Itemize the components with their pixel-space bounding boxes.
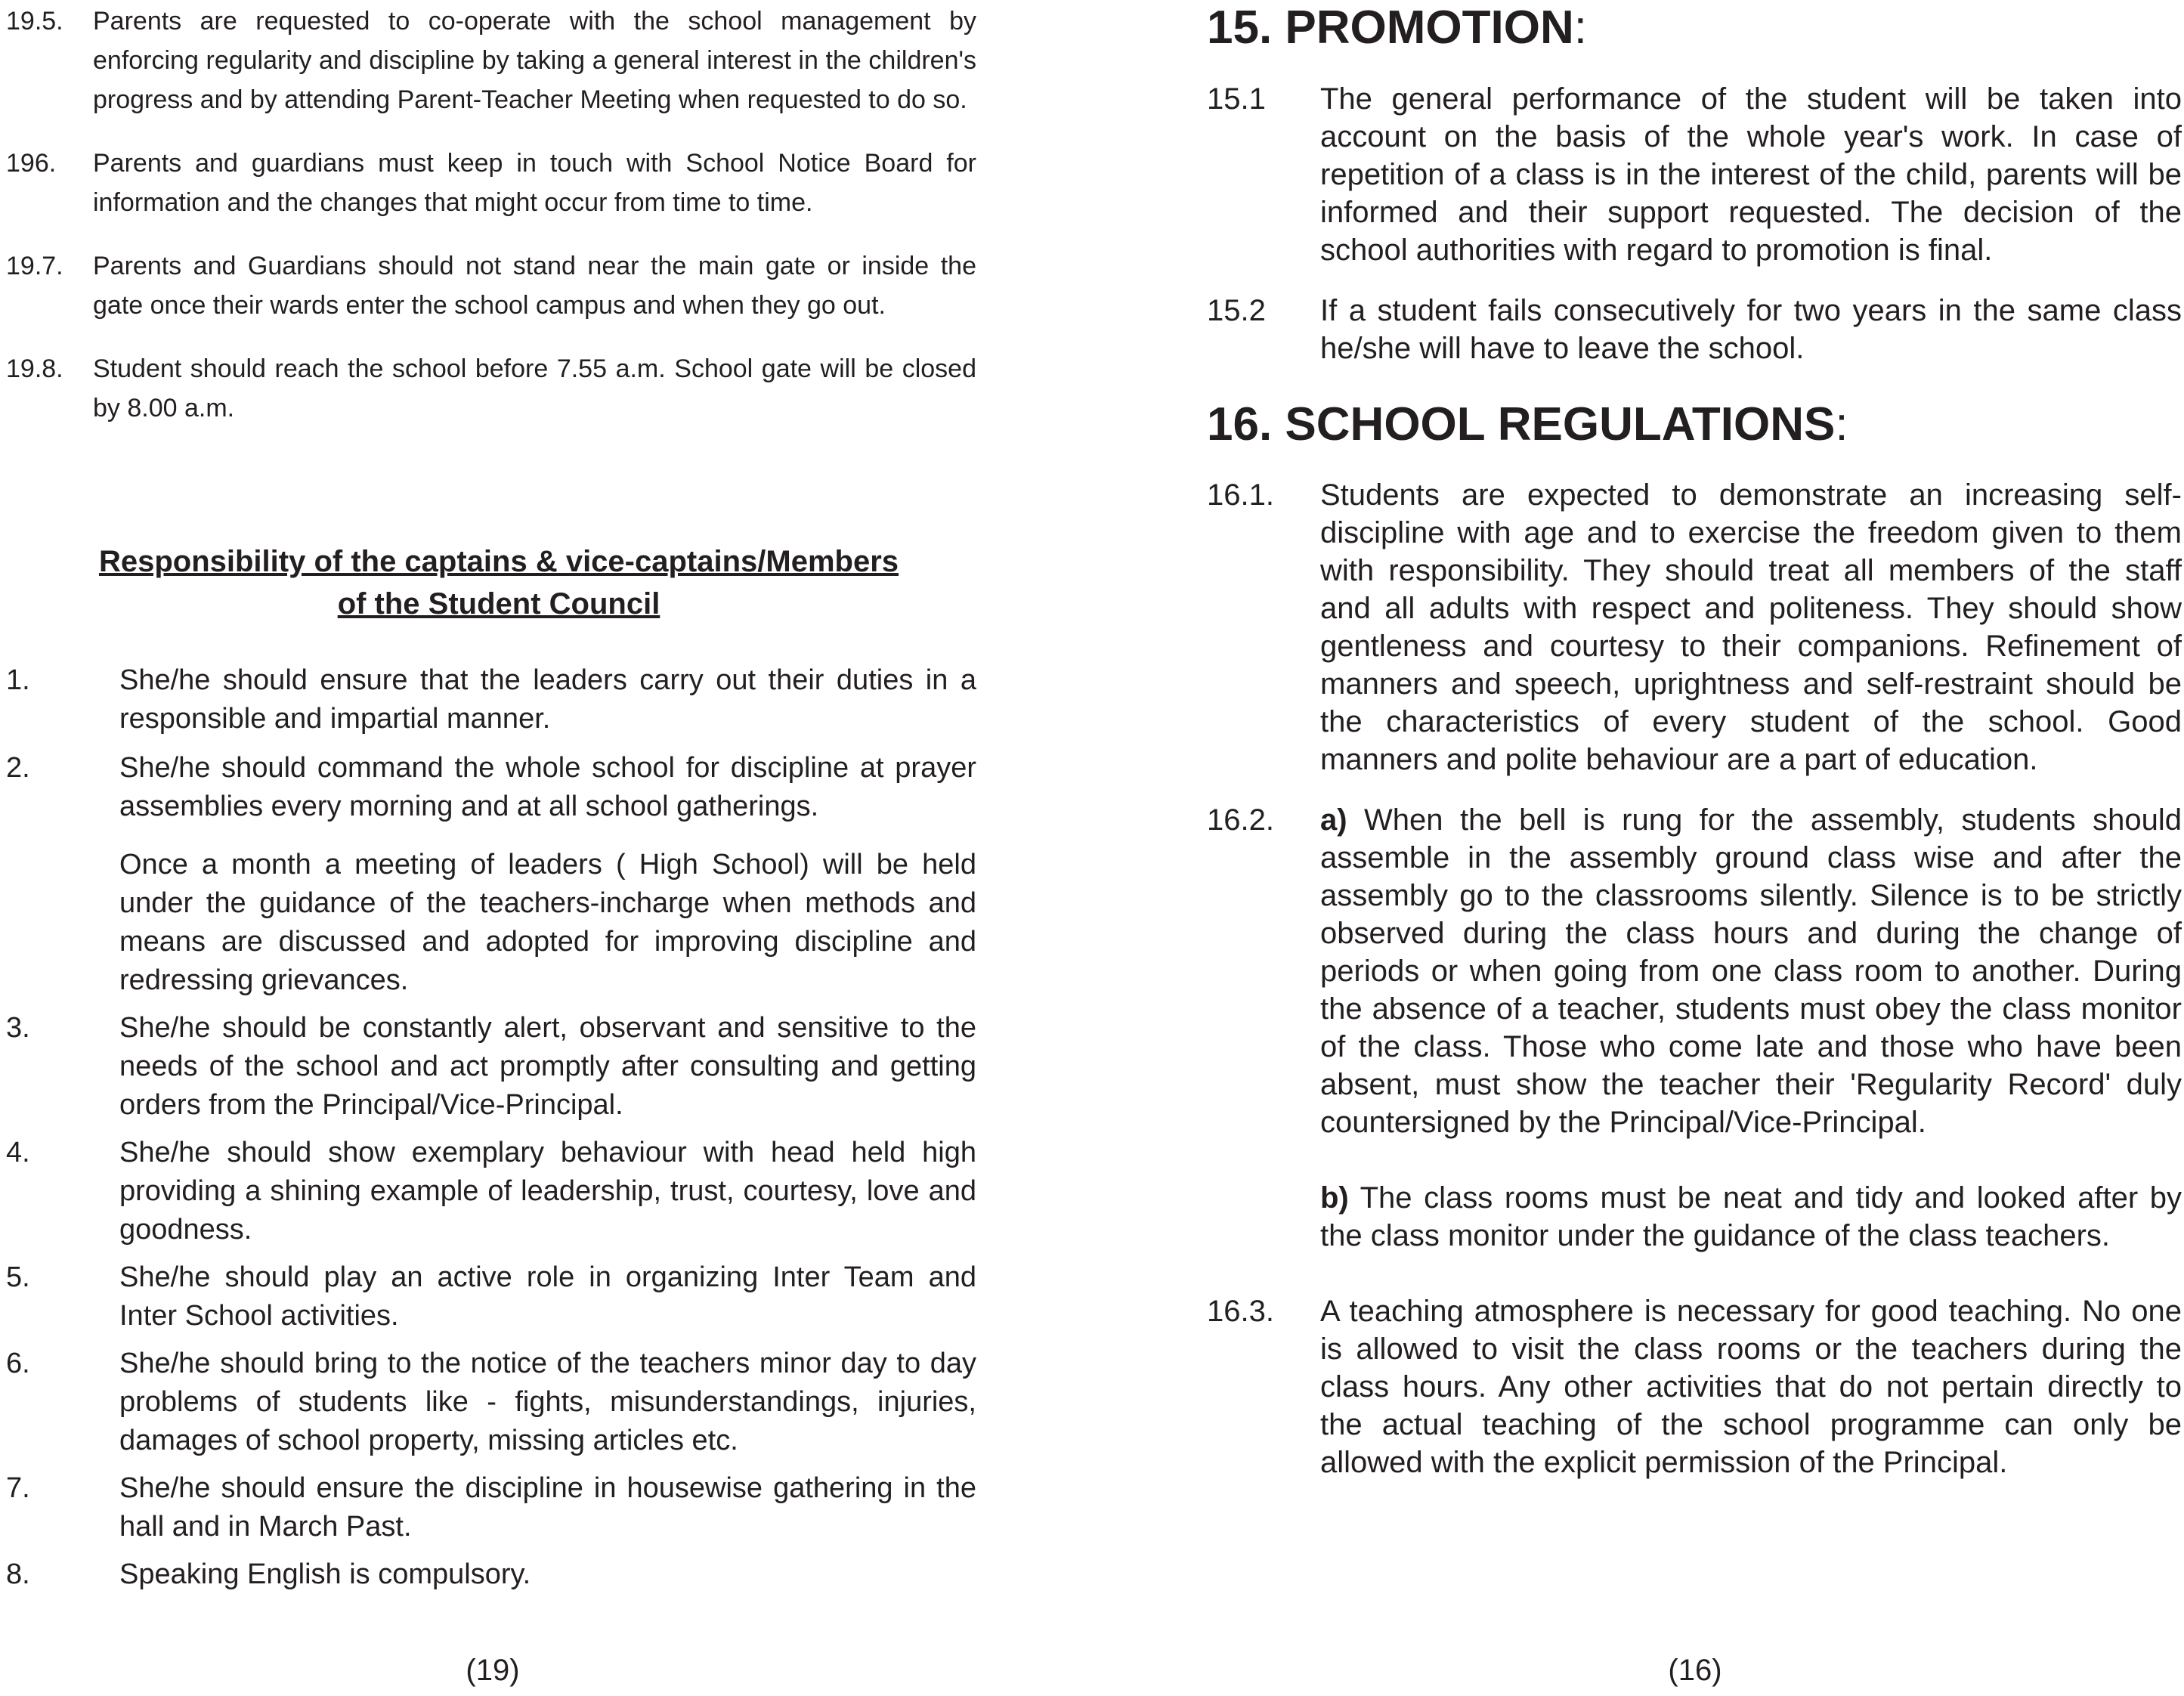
part-text: When the bell is rung for the assembly, students should assemble in the assembly ground class wise and after the assembly go to the classrooms silently. Silence is to be strictly observed during the class hours and during the change of periods or when going from one class room to another. During the absence of a teacher, students must obey the class monitor of the class. Those who come late and those who have been absent, must show the teacher their 'Regularity Record' duly countersigned by the Principal/Vice-Principal. (1320, 803, 2182, 1139)
duty-number: 1. (6, 664, 30, 696)
duty-text: She/he should be constantly alert, observant and sensitive to the needs of the school and act promptly after consulting and getting orders from the Principal/Vice-Principal. (119, 1012, 976, 1121)
item-number: 15.2 (1207, 294, 1266, 327)
item-text: Students are expected to demonstrate an increasing self-discipline with age and to exercise the freedom given to them with responsibility. They should treat all members of the staff and all adults with respect and politeness. They should show gentleness and courtesy to their companions. Refinement of manners and speech, uprightness and self-restraint should be the characteristics of every student of the school. Good manners and polite behaviour are a part of education. (1320, 478, 2182, 776)
regulation-item (1207, 801, 2182, 1255)
council-duties (6, 661, 976, 1594)
item-number: 15.1 (1207, 82, 1266, 116)
part-label: a) (1320, 803, 1347, 837)
duty-number: 3. (6, 1012, 30, 1044)
rule-text: Parents are requested to co-operate with the school management by enforcing regularity and discipline by taking a general interest in the children's progress and by attending Parent-Teacher Meeting when requested to do so. (93, 7, 976, 114)
page-number: (16) (1668, 1654, 1722, 1687)
council-subheading (45, 540, 952, 625)
parent-rules (6, 2, 976, 428)
rule-number: 19.7. (6, 252, 63, 280)
regulation-item (1207, 1292, 2182, 1481)
duty-text: She/he should bring to the notice of the teachers minor day to day problems of students like - fights, misunderstandings, injuries, damages of school property, missing articles etc. (119, 1348, 976, 1456)
item-number: 16.1. (1207, 478, 1274, 512)
item-number: 16.2. (1207, 803, 1274, 837)
rule-19-8 (6, 349, 976, 428)
right-page (1092, 0, 2184, 1696)
regulations-section (1207, 476, 2182, 1481)
rule-19-6 (6, 144, 976, 222)
duty-number: 4. (6, 1137, 30, 1168)
regulations-heading (1207, 398, 1848, 451)
rule-number: 19.8. (6, 354, 63, 383)
duty-item (6, 661, 976, 738)
regulation-item (1207, 476, 2182, 778)
rule-text: Student should reach the school before 7.55 a.m. School gate will be closed by 8.00 a.m. (93, 354, 976, 422)
duty-item (6, 749, 976, 826)
rule-19-7 (6, 246, 976, 325)
rule-number: 19.5. (6, 7, 63, 36)
promotion-heading (1207, 2, 1587, 54)
rule-number: 196. (6, 149, 57, 178)
item-text: If a student fails consecutively for two years in the same class he/she will have to leave the school. (1320, 294, 2182, 365)
duty-text: She/he should ensure that the leaders carry out their duties in a responsible and impartial manner. (119, 664, 976, 735)
regulation-part-a (1320, 801, 2182, 1141)
duty-number: 7. (6, 1472, 30, 1504)
page-number: (19) (466, 1654, 520, 1687)
duty-text: Speaking English is compulsory. (119, 1558, 531, 1590)
regulations-heading-text: 16. SCHOOL REGULATIONS (1207, 398, 1836, 450)
duty-item (6, 1134, 976, 1249)
promotion-section (1207, 80, 2182, 367)
duty-text: She/he should ensure the discipline in housewise gathering in the hall and in March Past. (119, 1472, 976, 1543)
duty-number: 2. (6, 752, 30, 784)
duty-text: She/he should command the whole school for discipline at prayer assemblies every morning and at all school gatherings. (119, 752, 976, 822)
heading-colon: : (1835, 398, 1848, 450)
duty-number: 6. (6, 1348, 30, 1379)
rule-text: Parents and guardians must keep in touch with School Notice Board for information and the changes that might occur from time to time. (93, 149, 976, 217)
duty-number: 5. (6, 1261, 30, 1293)
part-label: b) (1320, 1181, 1349, 1215)
item-text: A teaching atmosphere is necessary for good teaching. No one is allowed to visit the class rooms or the teachers during the class hours. Any other activities that do not pertain directly to the actual teaching of the school programme can only be allowed with the explicit permission of the Principal. (1320, 1295, 2182, 1479)
duty-item (6, 1555, 976, 1594)
rule-19-5 (6, 2, 976, 119)
subheading-line-1: Responsibility of the captains & vice-captains/Members (98, 545, 899, 578)
duty-text: She/he should play an active role in organizing Inter Team and Inter School activities. (119, 1261, 976, 1332)
duty-item (6, 1345, 976, 1460)
duty-item (6, 1009, 976, 1125)
promotion-heading-text: 15. PROMOTION (1207, 2, 1574, 54)
part-text: The class rooms must be neat and tidy and looked after by the class monitor under the guidance of the class teachers. (1320, 1181, 2182, 1252)
duty-text: She/he should show exemplary behaviour with head held high providing a shining example of leadership, trust, courtesy, love and goodness. (119, 1137, 976, 1246)
duty-item (6, 1258, 976, 1335)
heading-colon: : (1573, 2, 1587, 54)
item-text: The general performance of the student will be taken into account on the basis of the whole year's work. In case of repetition of a class is in the interest of the child, parents will be informed and their support requested. The decision of the school authorities with regard to promotion is final. (1320, 82, 2182, 267)
duty-number: 8. (6, 1558, 30, 1590)
duty-item (6, 1469, 976, 1546)
promotion-item (1207, 80, 2182, 269)
promotion-item (1207, 292, 2182, 367)
item-number: 16.3. (1207, 1295, 1274, 1328)
subheading-line-2: of the Student Council (337, 587, 660, 621)
duty-continuation: Once a month a meeting of leaders ( High School) will be held under the guidance of the teachers-incharge when methods and means are discussed and adopted for improving discipline and redressing grievances. (119, 849, 976, 996)
regulation-part-b (1320, 1179, 2182, 1255)
rule-text: Parents and Guardians should not stand near the main gate or inside the gate once their wards enter the school campus and when they go out. (93, 252, 976, 320)
